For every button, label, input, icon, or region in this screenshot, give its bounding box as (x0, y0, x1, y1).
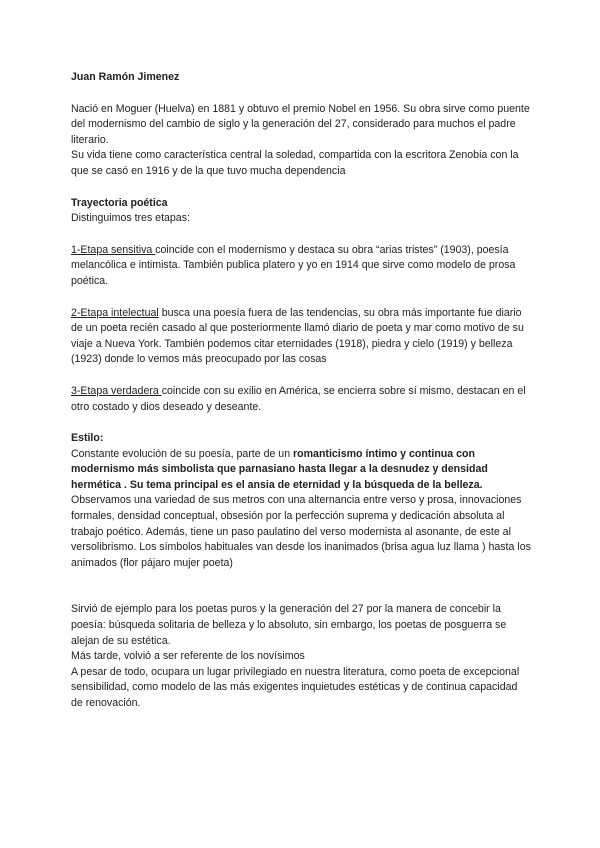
estilo-section (71, 431, 531, 571)
intro-paragraph-1: Nació en Moguer (Huelva) en 1881 y obtuvo el premio Nobel en 1956. Su obra sirve como puente del modernismo del cambio de siglo y la generación del 27, considerado para muchos el padre literario. (71, 102, 530, 146)
etapa-2-text: busca una poesía fuera de las tendencias, su obra más importante fue diario de un poeta recién casado al que posteriormente llamó diario de poeta y mar como motivo de su viaje a Nueva York. También podemos citar eternidades (1918), piedra y cielo (1919) y belleza (1923) donde lo vemos más preocupado por las cosas (71, 306, 524, 366)
cierre-paragraph-3: A pesar de todo, ocupara un lugar privilegiado en nuestra literatura, como poeta de excepcional sensibilidad, como modelo de las más exigentes inquietudes estéticas y de continua capacidad de renovación. (71, 665, 520, 709)
estilo-bold-text: romanticismo íntimo y continua con modernismo más simbolista que parnasiano hasta llegar a la desnudez y densidad hermética . Su tema principal es el ansia de eternidad y la búsqueda de la belleza. (71, 447, 488, 491)
etapa-3-label: 3-Etapa verdadera (71, 384, 162, 397)
trayectoria-heading: Trayectoria poética (71, 196, 168, 209)
trayectoria-subheading: Distinguimos tres etapas: (71, 212, 190, 225)
intro-paragraph-2: Su vida tiene como característica central la soledad, compartida con la escritora Zenobia con la que se casó en 1916 y de la que tuvo mucha dependencia (71, 149, 519, 177)
estilo-heading: Estilo: (71, 432, 104, 445)
etapa-2-paragraph (71, 306, 531, 368)
cierre-paragraph-2: Más tarde, volvió a ser referente de los novísimos (71, 650, 305, 663)
document-title: Juan Ramón Jimenez (71, 71, 180, 83)
trayectoria-section (71, 196, 531, 416)
cierre-paragraph-1: Sirvió de ejemplo para los poetas puros y la generación del 27 por la manera de concebir la poesía: búsqueda solitaria de belleza y lo absoluto, sin embargo, los poetas de posguerra se alejan de su estética. (71, 603, 507, 647)
cierre-section (71, 602, 531, 711)
etapa-1-text: coincide con el modernismo y destaca su obra “arias tristes” (1903), poesía melancólica e intimista. También publica platero y yo en 1914 que sirve como modelo de prosa poética. (71, 243, 516, 287)
estilo-paragraph (71, 447, 531, 494)
intro-section (71, 102, 531, 180)
etapa-1-label: 1-Etapa sensitiva (71, 243, 156, 256)
etapa-3-paragraph (71, 384, 531, 415)
estilo-rest-paragraph: Observamos una variedad de sus metros con una alternancia entre verso y prosa, innovaciones formales, densidad conceptual, obsesión por la perfección suprema y dedicación absoluta al trabajo poético. Además, tiene un paso paulatino del verso modernista al asonante, de este al versolibrismo. Los símbolos habituales van desde los inanimados (brisa agua luz llama ) hasta los animados (flor pájaro mujer poeta) (71, 494, 531, 569)
estilo-lead: Constante evolución de su poesía, parte de un (71, 447, 294, 460)
document-page (71, 70, 531, 712)
etapa-2-label: 2-Etapa intelectual (71, 306, 159, 319)
etapa-3-text: coincide con su exilio en América, se encierra sobre sí mismo, destacan en el otro costado y dios deseado y deseante. (71, 384, 526, 413)
etapa-1-paragraph (71, 243, 531, 290)
